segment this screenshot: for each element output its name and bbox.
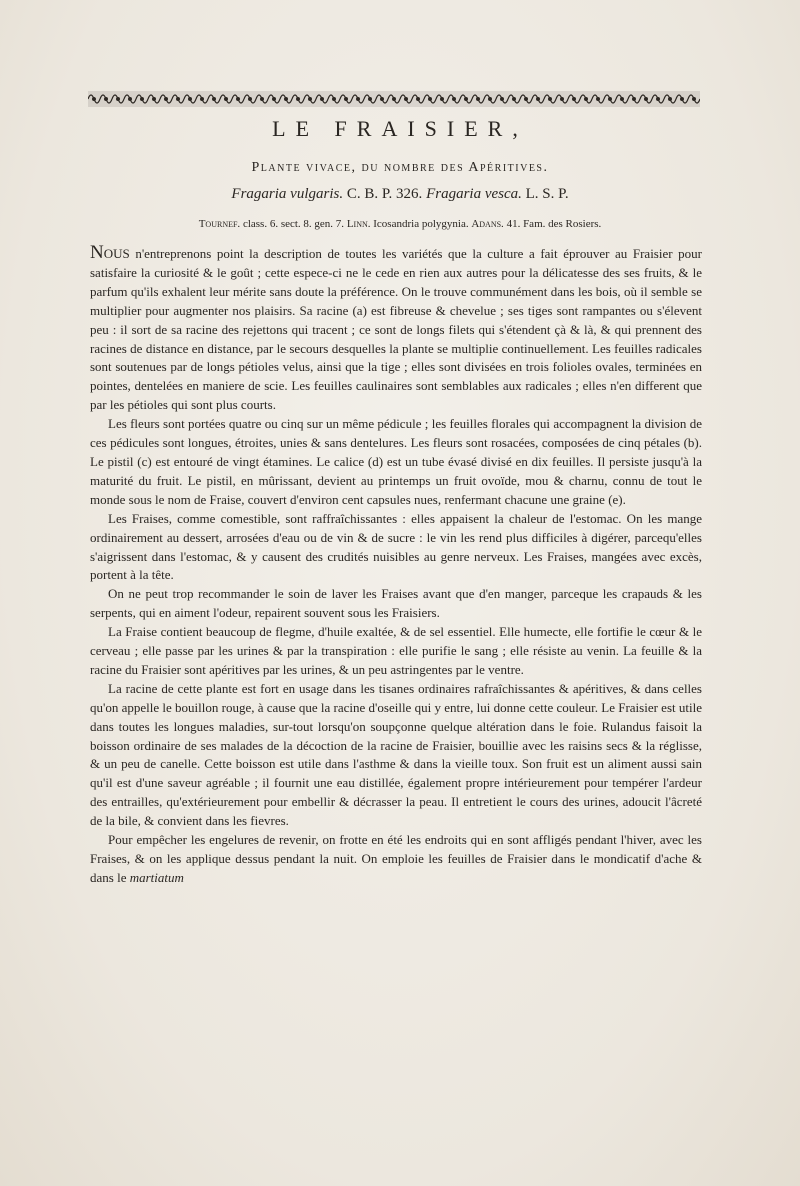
paragraph-medical-use: La racine de cette plante est fort en usage dans les tisanes ordinaires rafraîchissantes & apéritives, & dans celles qu'on appelle le bouillon rouge, à cause que la racine d'oseille qui y entre, lui donne cette couleur. Le Fraisier est utile dans toutes les longues maladies, sur-tout lorsqu'on soupçonne quelque altération dans le foie. Rulandus faisoit la boisson ordinaire de ses malades de la décoction de la racine de Fraisier, bouillie avec les raisins secs & la réglisse, & un peu de canelle. Cette boisson est utile dans l'asthme & dans la vieille toux. Son fruit est un aliment aussi sain qu'il est d'une saveur agréable ; il fournit une eau distillée, également propre intérieurement pour tempérer l'ardeur des entrailles, qu'extérieurement pour embellir & décrasser la peau. Il entretient le cours des urines, adoucit l'âcreté de la bile, & convient dans les fievres. <box>90 680 702 829</box>
drop-cap: Nous <box>90 242 130 263</box>
classification-author-2: Linn. <box>346 218 371 230</box>
body-text <box>90 244 702 888</box>
paragraph-chilblains <box>90 831 702 888</box>
paragraph-food-use: Les Fraises, comme comestible, sont raffraîchissantes : elles appaisent la chaleur de l'estomac. On les mange ordinairement au dessert, arrosées d'eau ou de vin & de sucre : le vin les rend plus difficiles à digérer, parcequ'elles s'aigrissent dans l'estomac, & y causent des crudités nuisibles au genre nerveux. Les Fraises, mangées avec excès, portent à la tête. <box>90 510 702 583</box>
paragraph-washing: On ne peut trop recommander le soin de laver les Fraises avant que d'en manger, parceque les crapauds & les serpents, qui en aiment l'odeur, repairent souvent sous les Fraisiers. <box>90 586 702 621</box>
classification-author-3: Adans. <box>471 218 504 230</box>
paragraph-flowers: Les fleurs sont portées quatre ou cinq sur un même pédicule ; les feuilles florales qui accompagnent la division de ces pédicules sont longues, étroites, unies & sans dentelures. Les fleurs sont rosacées, composées de cinq pétales (b). Le pistil (c) est entouré de vingt étamines. Le calice (d) est un tube évasé divisé en dix feuilles. Il persiste jusqu'à la maturité du fruit. Le pistil, en mûrissant, devient au printemps un fruit ovoïde, mou & charnu, connu de tout le monde sous le nom de Fraise, couvert d'environ cent capsules nues, renfermant chacune une graine (e). <box>90 416 702 507</box>
ornament-band-icon <box>88 88 700 110</box>
martiatum-term: martiatum <box>129 869 184 885</box>
paragraph-description-text: n'entreprenons point la description de toutes les variétés que la culture a fait éprouver au Fraisier pour satisfaire la curiosité & le goût ; cette espece-ci ne le cede en rien aux autres pour la délicatesse des ses fruits, & le parfum qu'ils exhalent leur mérite sans doute la préférence. On le trouve communément dans les bois, où il semble se multiplier pour augmenter nos plaisirs. Sa racine (a) est fibreuse & chevelue ; ses tiges sont rampantes ou s'élevent peu : il sort de sa racine des rejettons qui tracent ; ce sont de longs filets qui s'étendent çà & là, & qui prennent des racines de distance en distance, par le secours desquelles la plante se multiplie continuellement. Les feuilles radicales sont soutenues par de longs pétioles velus, ainsi que la tige ; elles sont divisées en trois folioles ovales, terminées en pointes, dentelées en maniere de scie. Les feuilles caulinaires sont semblables aux radicales ; elles n'en different que par les pétioles qui sont plus courts. <box>90 246 702 413</box>
classification-text-3: 41. Fam. des Rosiers. <box>503 218 602 230</box>
synonym-ref-2: L. S. P. <box>521 186 569 202</box>
classification-text-1: class. 6. sect. 8. gen. 7. <box>240 218 347 230</box>
paragraph-description <box>90 244 702 415</box>
paragraph-chilblains-text: Pour empêcher les engelures de revenir, on frotte en été les endroits qui en sont affligés pendant l'hiver, avec les Fraises, & on les applique dessus pendant la nuit. On emploie les feuilles de Fraisier dans le mondicatif d'ache & dans le <box>90 832 702 885</box>
botanical-synonyms <box>0 186 800 203</box>
classification-author-1: Tournef. <box>198 218 241 230</box>
synonym-name-2: Fragaria vesca. <box>426 186 522 202</box>
page-title: LE FRAISIER, <box>272 116 528 141</box>
classification-text-2: Icosandria polygynia. <box>370 218 472 230</box>
page-subtitle: Plante vivace, du nombre des Apéritives. <box>251 160 549 175</box>
synonym-ref-1: C. B. P. 326. <box>343 186 427 202</box>
classification-line <box>0 218 800 230</box>
paragraph-properties: La Fraise contient beaucoup de flegme, d'huile exaltée, & de sel essentiel. Elle humecte, elle fortifie le cœur & le cerveau ; elle passe par les urines & par la transpiration : elle purifie le sang ; elle résiste au venin. La feuille & la racine du Fraisier sont apéritives par les urines, & un peu astringentes par le ventre. <box>90 624 702 677</box>
synonym-name-1: Fragaria vulgaris. <box>231 186 344 202</box>
